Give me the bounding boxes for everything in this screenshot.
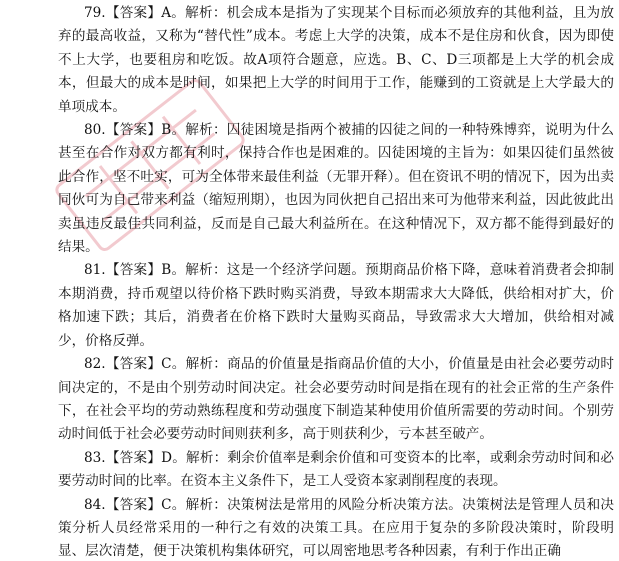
answer-paragraph-82: 82.【答案】C。解析：商品的价值量是指商品价值的大小，价值量是由社会必要劳动时间决定的，不是由个别劳动时间决定。社会必要劳动时间是指在现有的社会正常的生产条件下，在社会平均的劳动熟练程度和劳动强度下制造某种使用价值所需要的劳动时间。个别劳动时间低于社会必要劳动时间则获利多，高于则获利少，亏本甚至破产。 [58, 356, 614, 443]
answer-paragraph-84: 84.【答案】C。解析：决策树法是常用的风险分析决策方法。决策树法是管理人员和决策分析人员经常采用的一种行之有效的决策工具。在应用于复杂的多阶段决策时，阶段明显、层次清楚，便于决策机构集体研究，可以周密地思考各种因素，有利于作出正确 [58, 496, 614, 560]
answer-paragraph-79: 79.【答案】A。解析：机会成本是指为了实现某个目标而必须放弃的其他利益，且为放弃的最高收益，又称为“替代性”成本。考虑上大学的决策，成本不是住房和伙食，因为即使不上大学，也要租房和吃饭。故A项符合题意，应选。B、C、D三项都是上大学的机会成本，但最大的成本是时间，如果把上大学的时间用于工作，能赚到的工资就是上大学最大的单项成本。 [58, 5, 614, 115]
answer-paragraph-83: 83.【答案】D。解析：剩余价值率是剩余价值和可变资本的比率，或剩余劳动时间和必要劳动时间的比率。在资本主义条件下，是工人受资本家剥削程度的表现。 [58, 449, 614, 490]
answer-paragraph-81: 81.【答案】B。解析：这是一个经济学问题。预期商品价格下降，意味着消费者会抑制本期消费，持币观望以待价格下跌时购买消费，导致本期需求大大降低，供给相对扩大，价格加速下跌；其后，消费者在价格下跌时大量购买商品，导致需求大大增加，供给相对减少，价格反弹。 [58, 262, 614, 349]
answer-explanations [58, 2, 614, 561]
answer-paragraph-80: 80.【答案】B。解析：囚徒困境是指两个被捕的囚徒之间的一种特殊博弈，说明为什么甚至在合作对双方都有利时，保持合作也是困难的。囚徒困境的主旨为：如果囚徒们虽然彼此合作，坚不吐实，可为全体带来最佳利益（无罪开释）。但在资讯不明的情况下，因为出卖同伙可为自己带来利益（缩短刑期），也因为同伙把自己招出来可为他带来利益，因此彼此出卖虽违反最佳共同利益，反而是自己最大利益所在。在这种情况下，双方都不能得到最好的结果。 [58, 122, 614, 256]
